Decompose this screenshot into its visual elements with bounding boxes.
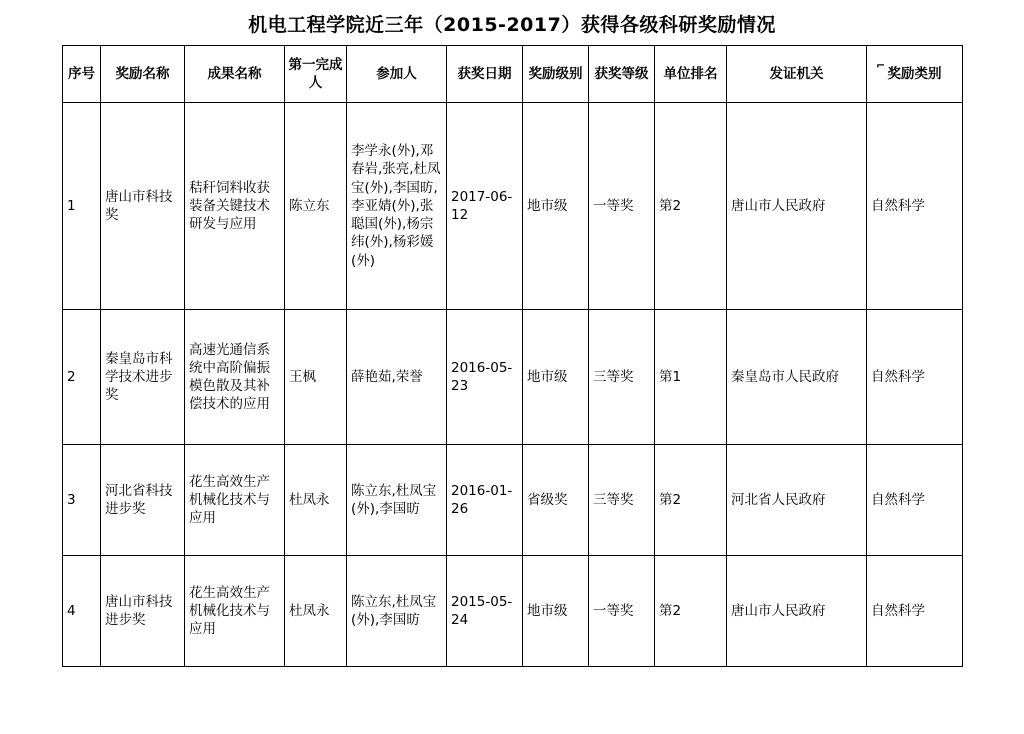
cell-issuer: 河北省人民政府: [727, 445, 867, 556]
column-header-achievement: 成果名称: [185, 46, 285, 103]
cell-issuer: 秦皇岛市人民政府: [727, 310, 867, 445]
cell-category: 自然科学: [867, 310, 963, 445]
cell-grade: 一等奖: [589, 103, 655, 310]
cell-participants: 李学永(外),邓春岩,张亮,杜凤宝(外),李国昉,李亚婧(外),张聪国(外),杨宗纬(外),杨彩媛(外): [347, 103, 447, 310]
corner-mark-icon: ⌐: [876, 58, 886, 72]
column-header-issuer: 发证机关: [727, 46, 867, 103]
cell-level: 省级奖: [523, 445, 589, 556]
cell-date: 2016-01-26: [447, 445, 523, 556]
column-header-category: [867, 46, 963, 103]
cell-grade: 三等奖: [589, 310, 655, 445]
cell-issuer: 唐山市人民政府: [727, 103, 867, 310]
column-header-rank: 单位排名: [655, 46, 727, 103]
cell-award-name: 唐山市科技进步奖: [101, 556, 185, 667]
cell-level: 地市级: [523, 310, 589, 445]
cell-award-name: 河北省科技进步奖: [101, 445, 185, 556]
cell-participants: 陈立东,杜凤宝(外),李国昉: [347, 556, 447, 667]
cell-award-name: 唐山市科技奖: [101, 103, 185, 310]
cell-seq: 3: [63, 445, 101, 556]
column-header-category-label: 奖励类别: [887, 65, 942, 82]
cell-category: 自然科学: [867, 445, 963, 556]
column-header-seq: 序号: [63, 46, 101, 103]
column-header-grade: 获奖等级: [589, 46, 655, 103]
cell-first-author: 陈立东: [285, 103, 347, 310]
cell-level: 地市级: [523, 103, 589, 310]
cell-grade: 三等奖: [589, 445, 655, 556]
table-row: [63, 310, 963, 445]
cell-level: 地市级: [523, 556, 589, 667]
column-header-date: 获奖日期: [447, 46, 523, 103]
table-row: [63, 445, 963, 556]
cell-category: 自然科学: [867, 556, 963, 667]
cell-date: 2017-06-12: [447, 103, 523, 310]
cell-achievement: 花生高效生产机械化技术与应用: [185, 445, 285, 556]
cell-rank: 第2: [655, 556, 727, 667]
column-header-level: 奖励级别: [523, 46, 589, 103]
table-header-row: [63, 46, 963, 103]
table-container: [0, 45, 1024, 667]
cell-achievement: 秸秆饲料收获装备关键技术研发与应用: [185, 103, 285, 310]
cell-category: 自然科学: [867, 103, 963, 310]
cell-rank: 第2: [655, 445, 727, 556]
cell-seq: 2: [63, 310, 101, 445]
cell-grade: 一等奖: [589, 556, 655, 667]
cell-first-author: 杜凤永: [285, 445, 347, 556]
table-row: [63, 556, 963, 667]
cell-issuer: 唐山市人民政府: [727, 556, 867, 667]
cell-award-name: 秦皇岛市科学技术进步奖: [101, 310, 185, 445]
cell-rank: 第2: [655, 103, 727, 310]
cell-achievement: 花生高效生产机械化技术与应用: [185, 556, 285, 667]
column-header-first-author: 第一完成人: [285, 46, 347, 103]
cell-achievement: 高速光通信系统中高阶偏振模色散及其补偿技术的应用: [185, 310, 285, 445]
table-row: [63, 103, 963, 310]
column-header-participants: 参加人: [347, 46, 447, 103]
cell-seq: 1: [63, 103, 101, 310]
cell-participants: 陈立东,杜凤宝(外),李国昉: [347, 445, 447, 556]
cell-date: 2015-05-24: [447, 556, 523, 667]
document-page: [0, 10, 1024, 734]
page-title: 机电工程学院近三年（2015-2017）获得各级科研奖励情况: [248, 14, 776, 36]
awards-table: [62, 45, 963, 667]
column-header-award-name: 奖励名称: [101, 46, 185, 103]
cell-seq: 4: [63, 556, 101, 667]
cell-participants: 薛艳茹,荣誉: [347, 310, 447, 445]
cell-date: 2016-05-23: [447, 310, 523, 445]
cell-rank: 第1: [655, 310, 727, 445]
cell-first-author: 王枫: [285, 310, 347, 445]
cell-first-author: 杜凤永: [285, 556, 347, 667]
